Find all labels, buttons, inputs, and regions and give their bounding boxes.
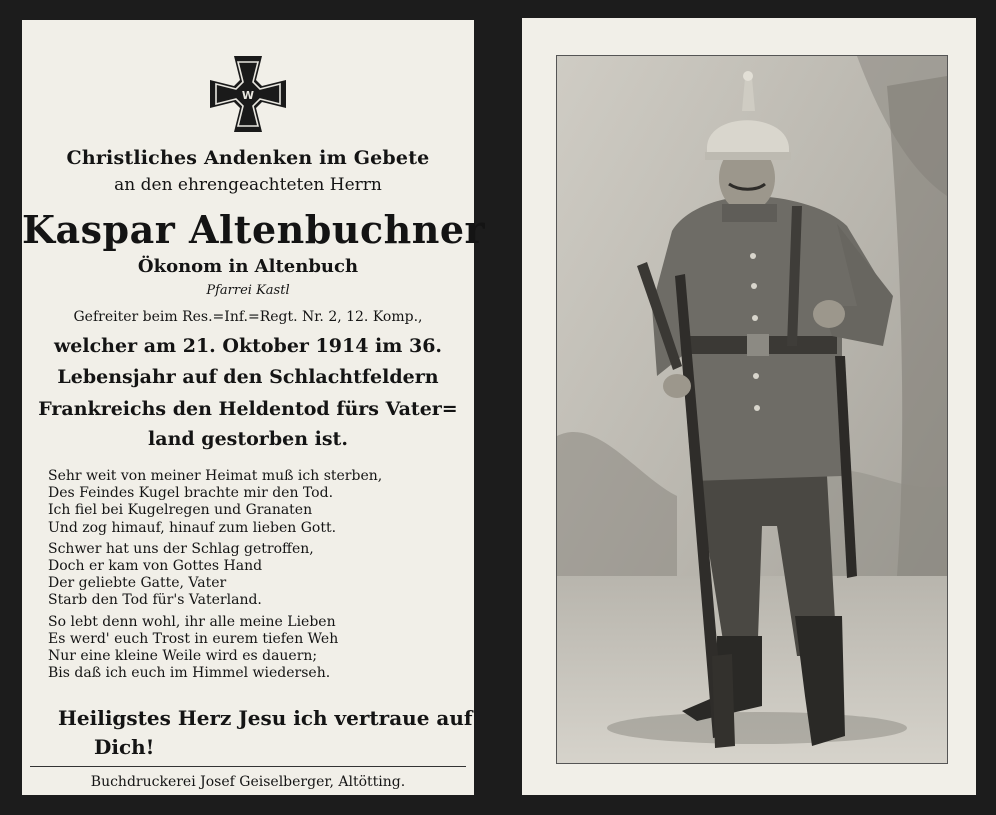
death-line: welcher am 21. Oktober 1914 im 36. xyxy=(53,335,443,357)
death-line: Lebensjahr auf den Schlachtfeldern xyxy=(57,366,439,388)
poem-stanza xyxy=(48,468,458,537)
emblem-letter: W xyxy=(241,89,255,102)
poem-line: Doch er kam von Gottes Hand xyxy=(48,558,263,575)
memorial-text-panel xyxy=(22,20,486,795)
printer-imprint: Buchdruckerei Josef Geiselberger, Altötting. xyxy=(90,774,406,790)
prayer-line-2: Dich! xyxy=(94,735,155,759)
parish: Pfarrei Kastl xyxy=(206,283,290,298)
iron-cross-icon xyxy=(208,54,288,134)
deceased-name: Kaspar Altenbuchner xyxy=(22,207,486,252)
memorial-poem xyxy=(48,468,458,686)
poem-line: Es werd' euch Trost in eurem tiefen Weh xyxy=(48,630,339,647)
poem-stanza xyxy=(48,614,458,683)
title-line-1: Christliches Andenken im Gebete xyxy=(66,147,430,169)
poem-stanza xyxy=(48,541,458,610)
poem-line: Starb den Tod für's Vaterland. xyxy=(48,592,262,609)
death-line: land gestorben ist. xyxy=(148,428,348,450)
photo-panel xyxy=(522,18,976,795)
title-line-2: an den ehrengeachteten Herrn xyxy=(114,175,382,195)
poem-line: Und zog himauf, hinauf zum lieben Gott. xyxy=(48,519,337,536)
military-unit: Gefreiter beim Res.=Inf.=Regt. Nr. 2, 12. Komp., xyxy=(73,309,423,325)
poem-line: Sehr weit von meiner Heimat muß ich sterben, xyxy=(48,468,383,484)
footer-divider xyxy=(30,766,466,767)
prayer-line-1: Heiligstes Herz Jesu ich vertraue auf xyxy=(58,706,473,730)
poem-line: Nur eine kleine Weile wird es dauern; xyxy=(48,648,318,665)
poem-line: So lebt denn wohl, ihr alle meine Lieben xyxy=(48,613,336,630)
poem-line: Der geliebte Gatte, Vater xyxy=(48,575,227,592)
poem-line: Schwer hat uns der Schlag getroffen, xyxy=(48,540,314,557)
poem-line: Des Feindes Kugel brachte mir den Tod. xyxy=(48,485,334,502)
poem-line: Bis daß ich euch im Himmel wiederseh. xyxy=(48,665,331,682)
poem-line: Ich fiel bei Kugelregen und Granaten xyxy=(48,502,313,519)
soldier-portrait-photo xyxy=(556,55,948,764)
death-line: Frankreichs den Heldentod fürs Vater= xyxy=(38,398,458,420)
occupation: Ökonom in Altenbuch xyxy=(137,256,359,277)
